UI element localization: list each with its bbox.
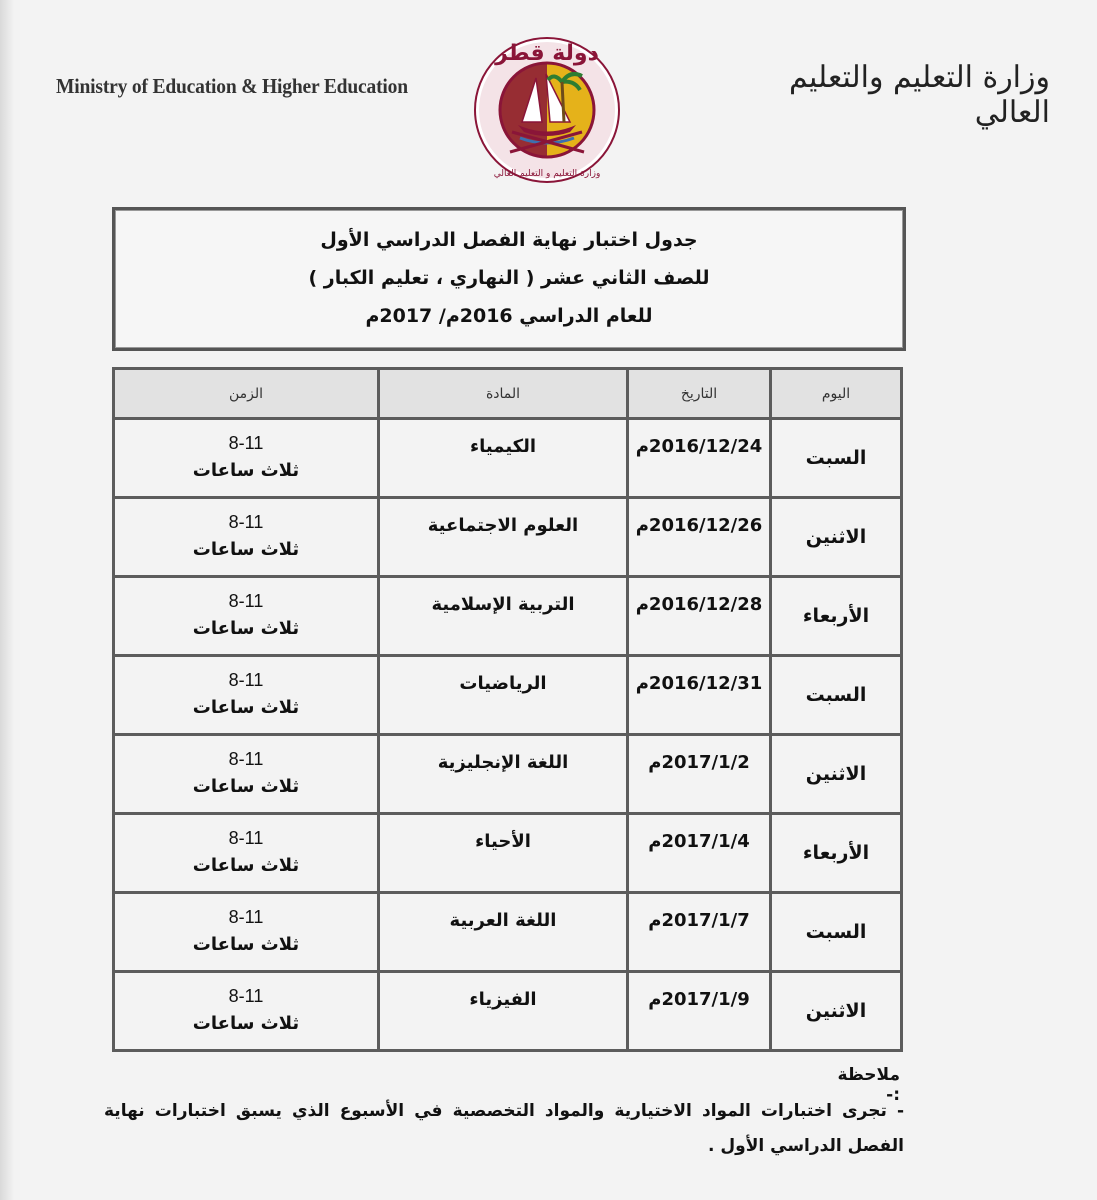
subject-text: اللغة العربية [449,910,557,931]
exam-schedule-table [112,367,903,1052]
table-header-row [114,369,902,419]
cell-subject [379,656,628,735]
cell-time [114,814,379,893]
date-text: 2017/1/2م [648,752,750,773]
cell-date [628,498,771,577]
cell-time [114,498,379,577]
cell-subject [379,498,628,577]
title-line-2: للصف الثاني عشر ( النهاري ، تعليم الكبار ) [308,267,710,289]
table-row [114,498,902,577]
title-line-1: جدول اختبار نهاية الفصل الدراسي الأول [320,229,698,251]
duration-text: ثلاث ساعات [192,934,300,955]
date-text: 2017/1/9م [648,989,750,1010]
duration-text: ثلاث ساعات [192,776,300,797]
date-text: 2016/12/26م [635,515,763,536]
duration-text: ثلاث ساعات [192,618,300,639]
cell-day: الاثنين [771,735,902,814]
table-row [114,656,902,735]
cell-day: الأربعاء [771,577,902,656]
subject-text: التربية الإسلامية [431,594,575,615]
duration-text: ثلاث ساعات [192,539,300,560]
subject-text: اللغة الإنجليزية [437,752,569,773]
duration-text: ثلاث ساعات [192,697,300,718]
cell-date [628,893,771,972]
header-subject: المادة [379,369,628,419]
time-range: 8-11 [228,986,264,1006]
scan-edge-shadow [0,0,14,1200]
cell-time [114,656,379,735]
note-label: ملاحظة :- [837,1065,900,1105]
cell-subject [379,814,628,893]
cell-time [114,419,379,498]
cell-day: السبت [771,656,902,735]
subject-text: العلوم الاجتماعية [427,515,579,536]
ministry-name-arabic: وزارة التعليم والتعليم العالي [789,60,1050,130]
cell-subject [379,419,628,498]
date-text: 2016/12/24م [635,436,763,457]
cell-date [628,735,771,814]
table-row [114,735,902,814]
cell-subject [379,972,628,1051]
time-range: 8-11 [228,670,264,690]
qatar-emblem-logo [470,30,624,186]
header-time: الزمن [114,369,379,419]
cell-day: السبت [771,893,902,972]
cell-time [114,577,379,656]
time-range: 8-11 [228,907,264,927]
note-text: - تجرى اختبارات المواد الاختيارية والمواد التخصصية في الأسبوع الذي يسبق اختبارات نهاية الفصل الدراسي الأول . [104,1101,904,1156]
time-range: 8-11 [228,433,264,453]
subject-text: الرياضيات [459,673,547,694]
subject-text: الأحياء [475,831,531,852]
cell-date [628,972,771,1051]
header-day: اليوم [771,369,902,419]
cell-time [114,893,379,972]
cell-day: الاثنين [771,498,902,577]
duration-text: ثلاث ساعات [192,1013,300,1034]
title-line-3: للعام الدراسي 2016م/ 2017م [365,305,653,327]
cell-day: الأربعاء [771,814,902,893]
cell-subject [379,577,628,656]
cell-day: السبت [771,419,902,498]
duration-text: ثلاث ساعات [192,460,300,481]
cell-day: الاثنين [771,972,902,1051]
time-range: 8-11 [228,512,264,532]
svg-text:دولة قطر: دولة قطر [495,41,599,66]
cell-date [628,419,771,498]
table-row [114,893,902,972]
time-range: 8-11 [228,591,264,611]
date-text: 2017/1/4م [648,831,750,852]
schedule-title-box [112,207,906,351]
table-row [114,972,902,1051]
duration-text: ثلاث ساعات [192,855,300,876]
cell-time [114,735,379,814]
date-text: 2016/12/28م [635,594,763,615]
subject-text: الفيزياء [469,989,537,1010]
cell-subject [379,735,628,814]
table-row [114,577,902,656]
time-range: 8-11 [228,749,264,769]
cell-date [628,814,771,893]
cell-date [628,656,771,735]
subject-text: الكيمياء [469,436,537,457]
table-row [114,419,902,498]
table-row [114,814,902,893]
ministry-name-english: Ministry of Education & Higher Education [56,74,408,98]
cell-date [628,577,771,656]
date-text: 2017/1/7م [648,910,750,931]
svg-text:وزارة التعليم و التعليم العالي: وزارة التعليم و التعليم العالي [493,169,601,179]
time-range: 8-11 [228,828,264,848]
date-text: 2016/12/31م [635,673,763,694]
cell-time [114,972,379,1051]
cell-subject [379,893,628,972]
header-date: التاريخ [628,369,771,419]
